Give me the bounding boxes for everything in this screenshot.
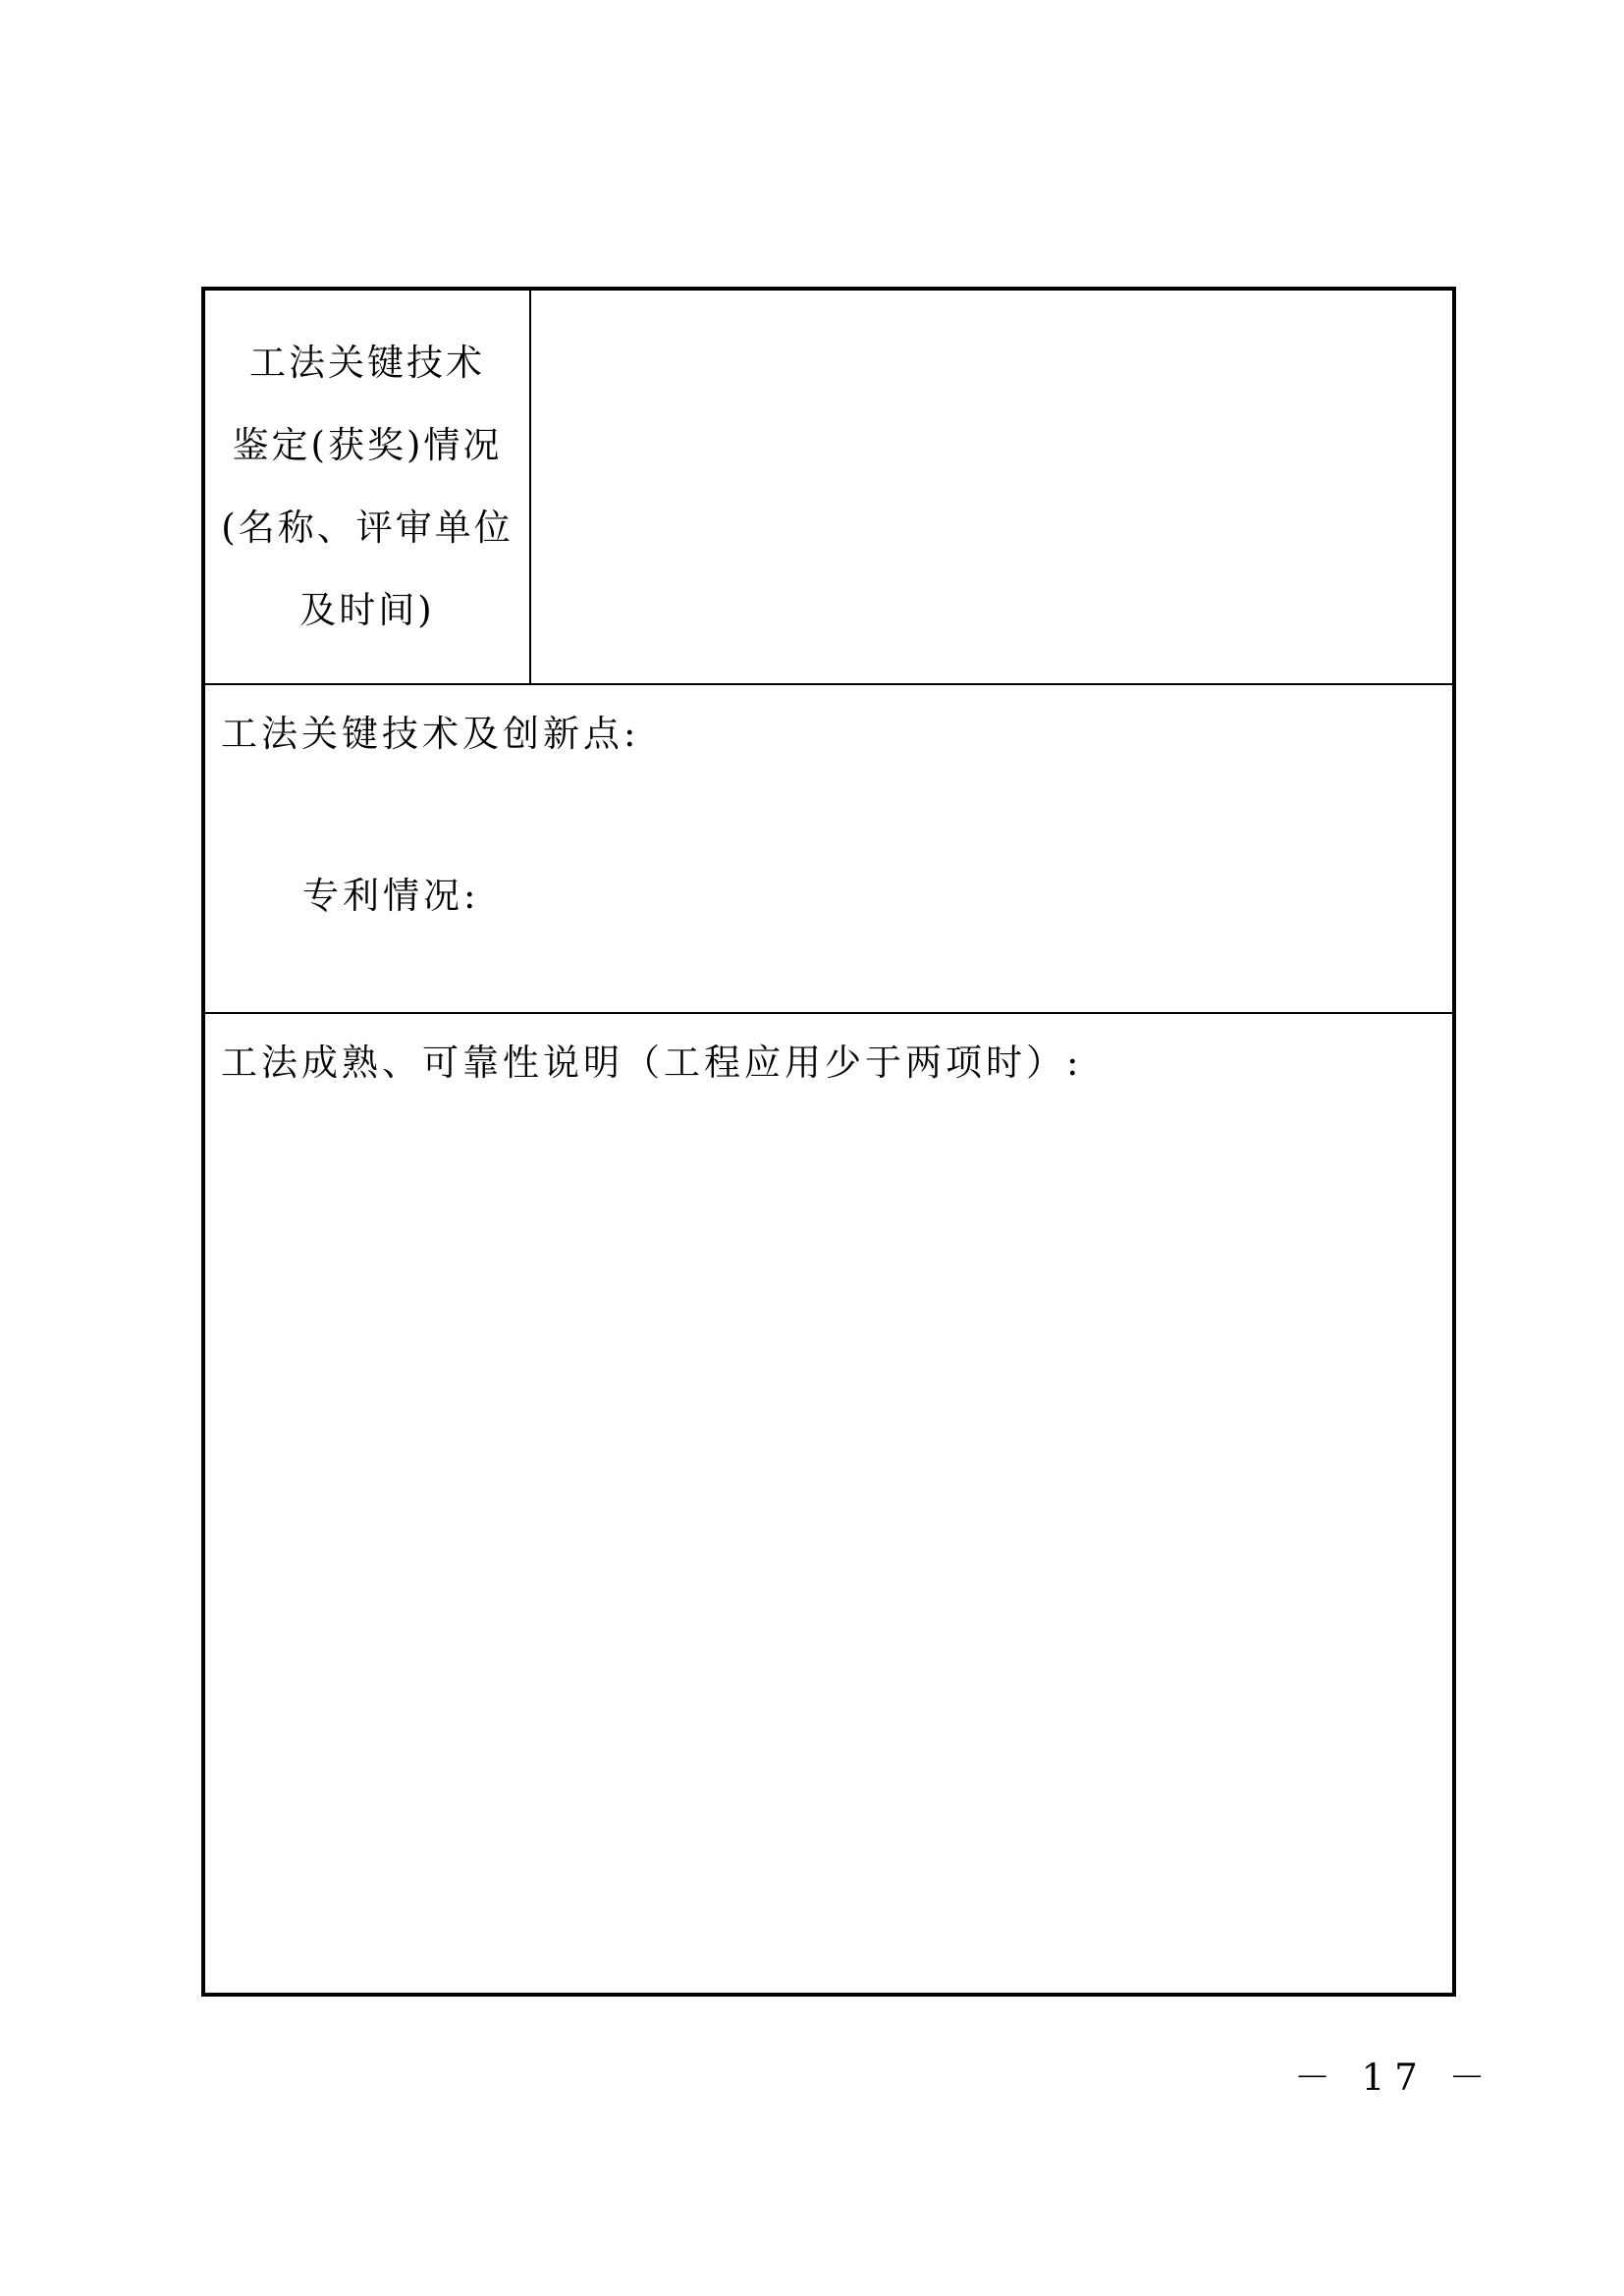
appraisal-awards-label-line: 及时间): [299, 589, 435, 631]
appraisal-awards-label-line: (名称、评审单位: [221, 507, 514, 549]
patent-status-heading: 专利情况:: [302, 875, 480, 917]
appraisal-awards-label-cell: [205, 291, 531, 683]
row-appraisal-awards: [205, 291, 1452, 685]
key-technology-heading: 工法关键技术及创新点:: [221, 713, 640, 755]
page-number: － 17 －: [1294, 2056, 1495, 2099]
appraisal-awards-label-line: 工法关键技术: [249, 342, 485, 384]
maturity-reliability-heading: 工法成熟、可靠性说明（工程应用少于两项时）:: [221, 1041, 1083, 1084]
form-table: [201, 287, 1456, 1997]
row-key-technology[interactable]: [205, 685, 1452, 1014]
row-maturity-reliability[interactable]: [205, 1014, 1452, 1993]
appraisal-awards-value-cell[interactable]: [531, 291, 1452, 683]
appraisal-awards-label-line: 鉴定(获奖)情况: [232, 424, 503, 466]
